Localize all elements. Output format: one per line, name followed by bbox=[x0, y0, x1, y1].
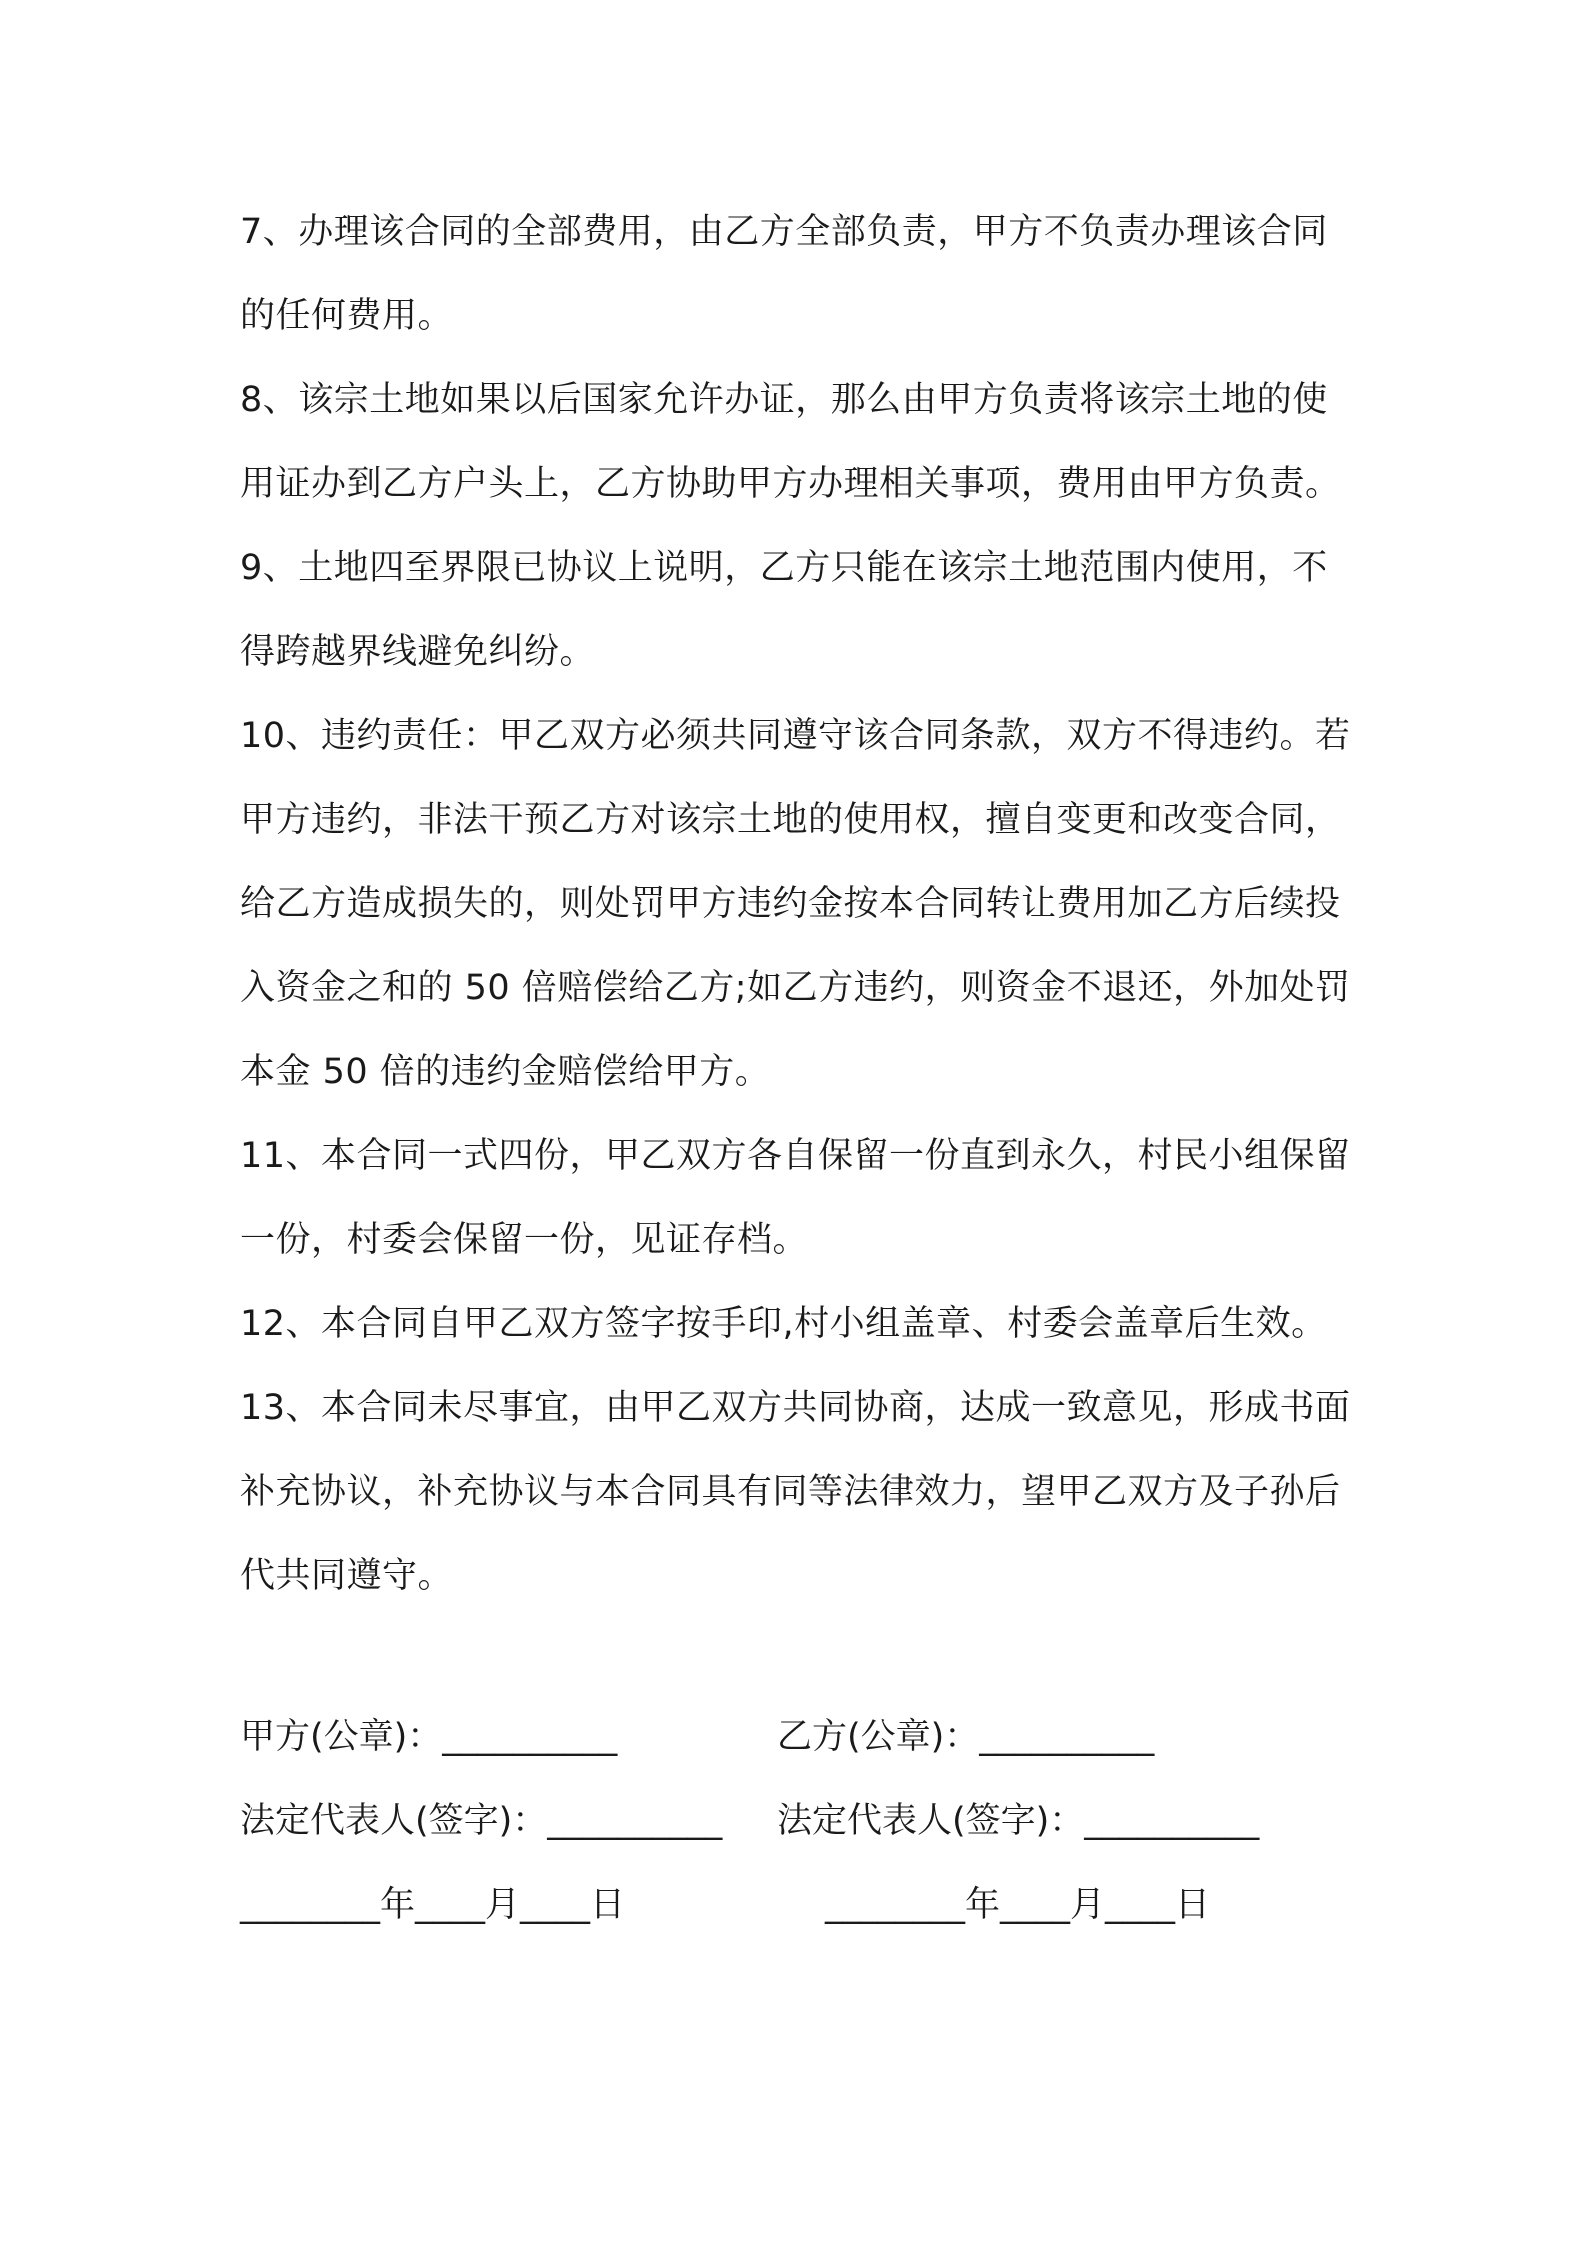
clause-10: 10、违约责任：甲乙双方必须共同遵守该合同条款，双方不得违约。若甲方违约，非法干预乙方对该宗土地的使用权，擅自变更和改变合同，给乙方造成损失的，则处罚甲方违约金按本合同转让费用加乙方后续投入资金之和的 50 倍赔偿给乙方;如乙方违约，则资金不退还，外加处罚本金 50 倍的违约金赔偿给甲方。 bbox=[240, 716, 1351, 1092]
clause-8: 8、该宗土地如果以后国家允许办证，那么由甲方负责将该宗土地的使用证办到乙方户头上，乙方协助甲方办理相关事项，费用由甲方负责。 bbox=[240, 380, 1341, 504]
party-b-seal-field: 乙方(公章)：__________ bbox=[777, 1717, 1155, 1757]
party-a-representative-field: 法定代表人(签字)：__________ bbox=[240, 1801, 723, 1841]
contract-clauses bbox=[240, 190, 1360, 1618]
seal-row bbox=[240, 1695, 1360, 1779]
date-row bbox=[240, 1863, 1360, 1947]
clause-13: 13、本合同未尽事宜，由甲乙双方共同协商，达成一致意见，形成书面补充协议，补充协议与本合同具有同等法律效力，望甲乙双方及子孙后代共同遵守。 bbox=[240, 1388, 1351, 1596]
clause-11: 11、本合同一式四份，甲乙双方各自保留一份直到永久，村民小组保留一份，村委会保留一份，见证存档。 bbox=[240, 1136, 1351, 1260]
party-b-date-field: ________年____月____日 bbox=[825, 1885, 1211, 1925]
clause-9: 9、土地四至界限已协议上说明，乙方只能在该宗土地范围内使用，不得跨越界线避免纠纷。 bbox=[240, 548, 1328, 672]
clause-12: 12、本合同自甲乙双方签字按手印,村小组盖章、村委会盖章后生效。 bbox=[240, 1304, 1327, 1344]
party-a-seal-field: 甲方(公章)：__________ bbox=[240, 1717, 618, 1757]
clause-7: 7、办理该合同的全部费用，由乙方全部负责，甲方不负责办理该合同的任何费用。 bbox=[240, 212, 1328, 336]
party-a-date-field: ________年____月____日 bbox=[240, 1885, 626, 1925]
signature-block bbox=[240, 1695, 1360, 1947]
party-b-representative-field: 法定代表人(签字)：__________ bbox=[777, 1801, 1260, 1841]
representative-row bbox=[240, 1779, 1360, 1863]
